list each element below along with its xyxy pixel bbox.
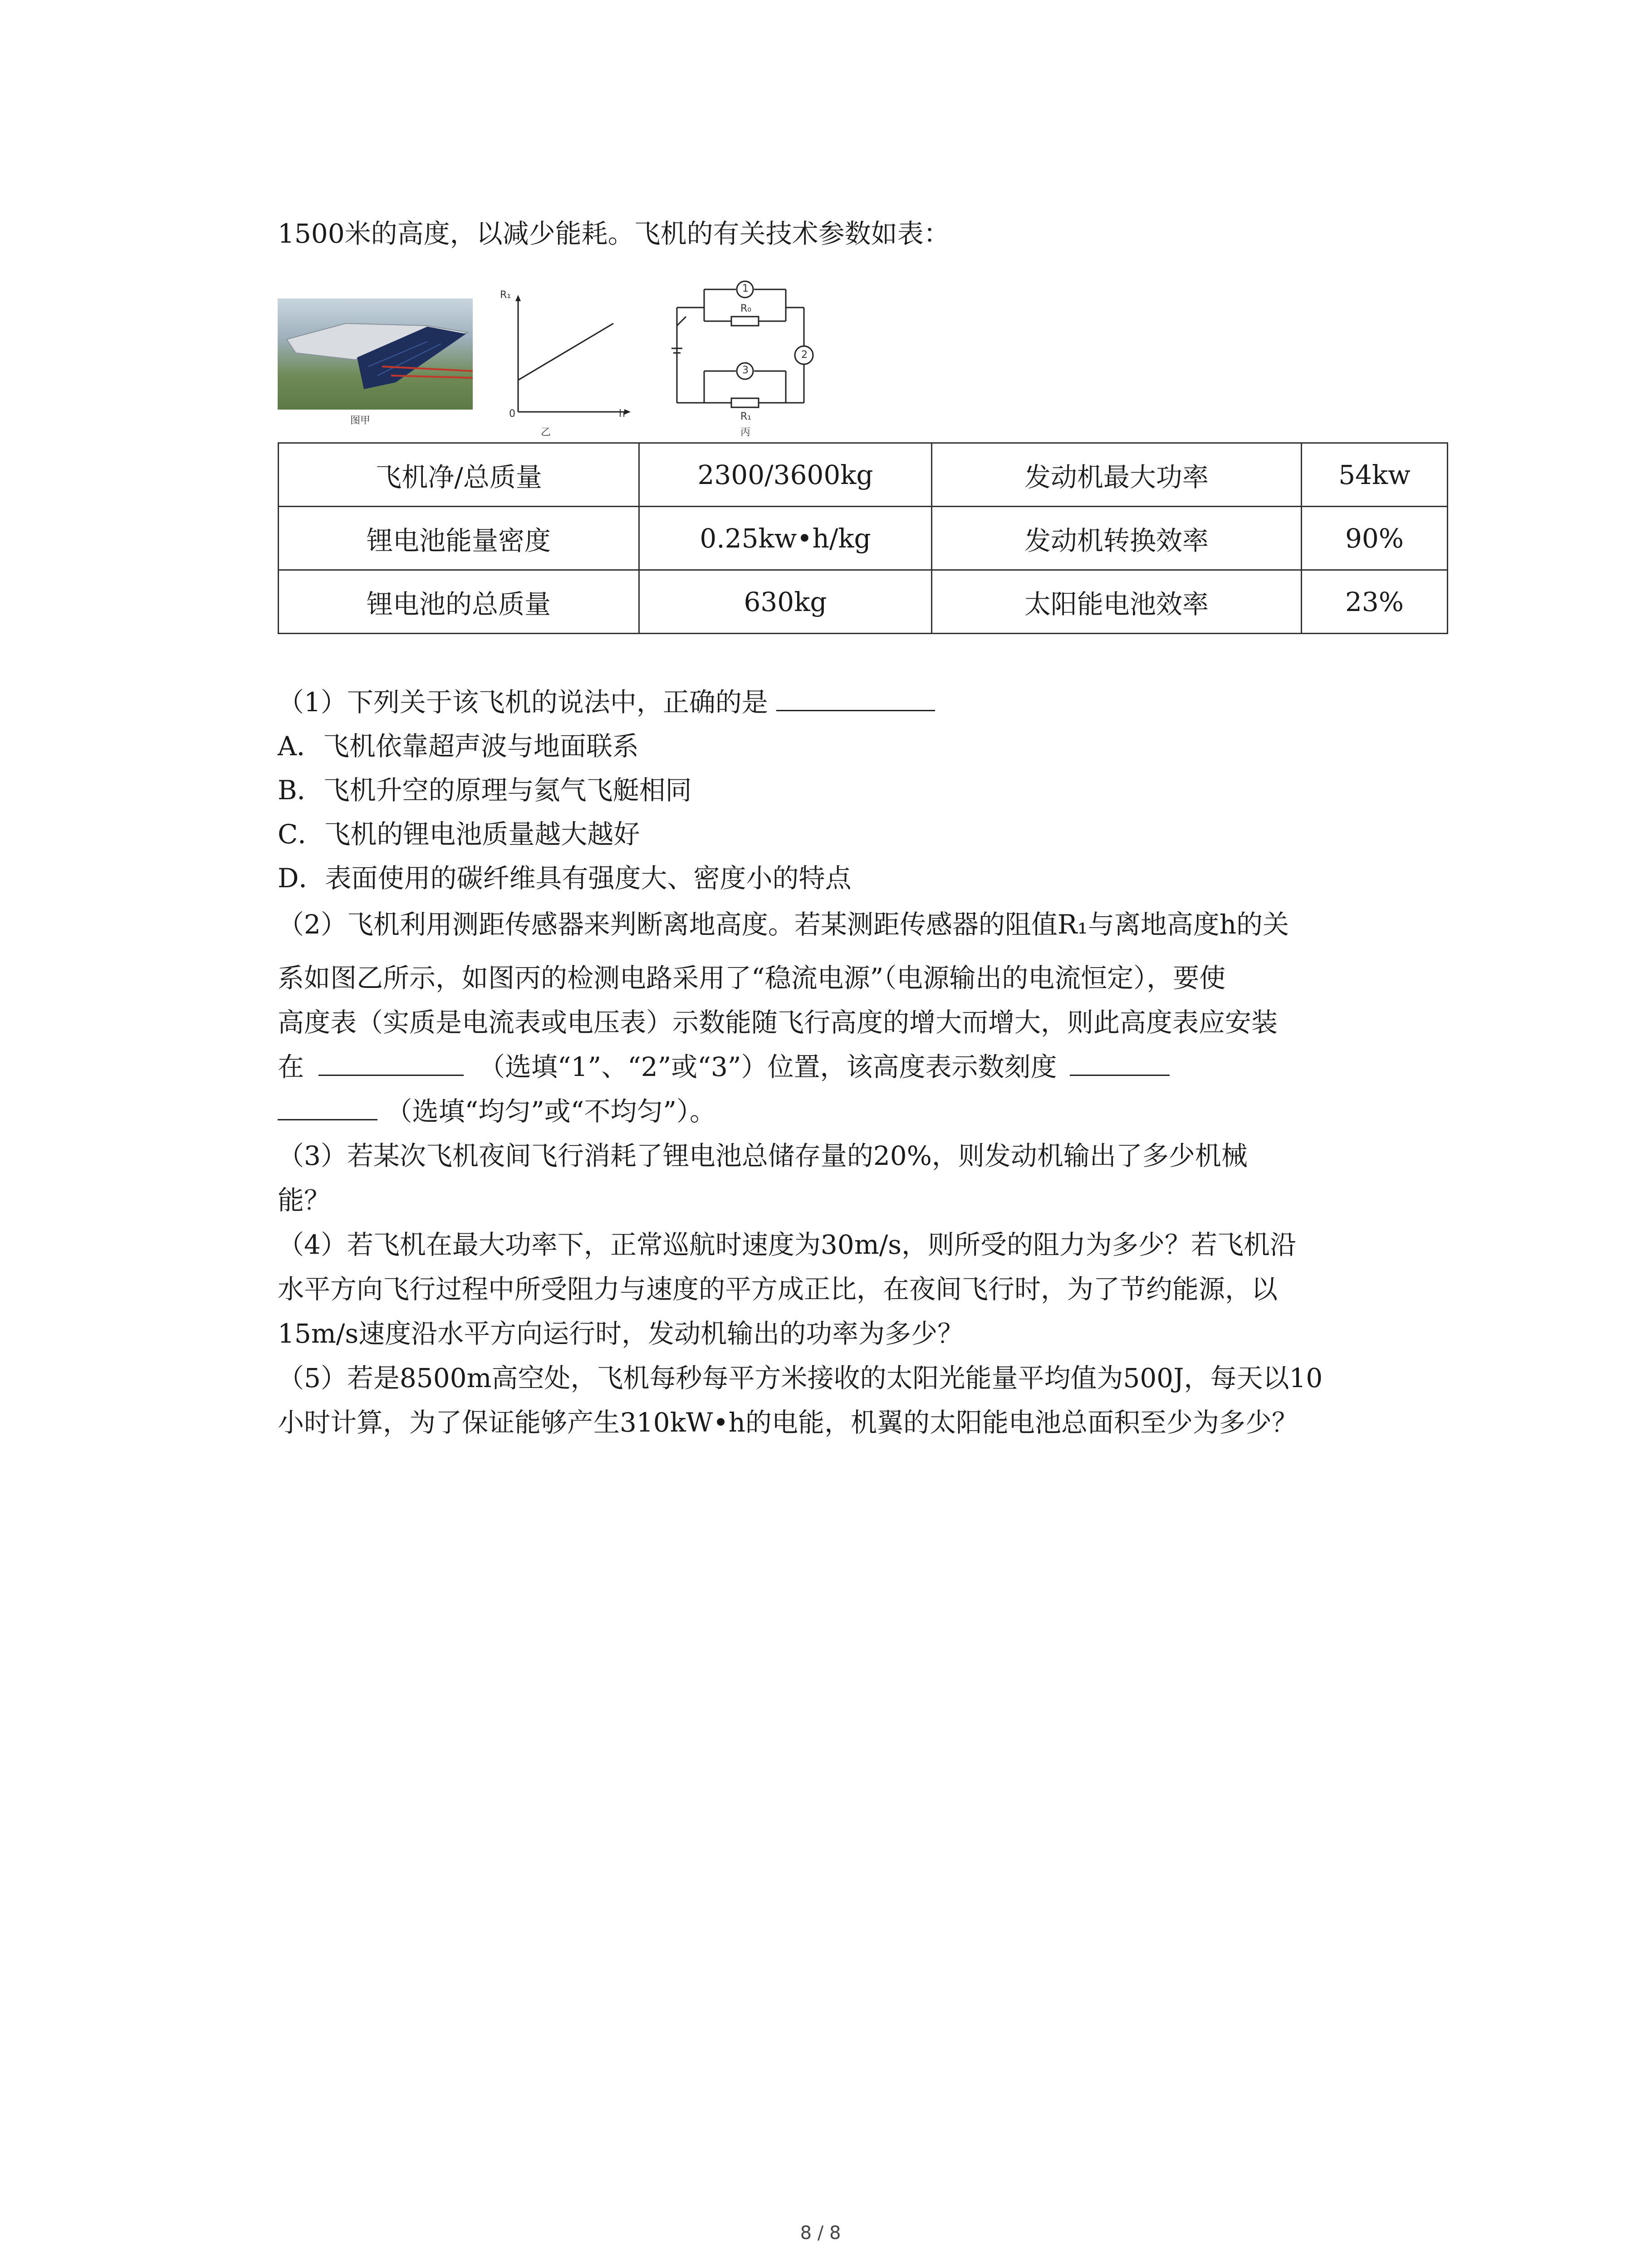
question-2-line-1: （2）飞机利用测距传感器来判断离地高度。若某测距传感器的阻值R₁与离地高度h的关 <box>278 909 1289 940</box>
graph-origin: 0 <box>509 408 515 420</box>
answer-blank-3b[interactable] <box>278 1092 377 1120</box>
option-b: B．飞机升空的原理与氦气飞艇相同 <box>278 775 692 806</box>
option-c: C．飞机的锂电池质量越大越好 <box>278 819 640 850</box>
question-2-mid: （选填“1”、“2”或“3”）位置，该高度表示数刻度 <box>478 1051 1057 1082</box>
table-cell: 630kg <box>639 570 932 634</box>
table-cell: 发动机最大功率 <box>932 443 1302 507</box>
detection-circuit <box>668 280 822 425</box>
graph-xlabel: h <box>619 408 625 420</box>
meter-1-label: 1 <box>742 283 749 294</box>
figures-row <box>278 280 822 444</box>
table-cell: 飞机净/总质量 <box>279 443 639 507</box>
page-number: 8 / 8 <box>800 2223 841 2244</box>
question-2-prefix: 在 <box>278 1051 304 1082</box>
question-4-line-3: 15m/s速度沿水平方向运行时，发动机输出的功率为多少？ <box>278 1318 964 1349</box>
question-5-line-1: （5）若是8500m高空处，飞机每秒每平方米接收的太阳光能量平均值为500J，每天以10 <box>278 1363 1323 1393</box>
table-cell: 90% <box>1302 507 1448 570</box>
question-2-line-5 <box>278 1090 716 1133</box>
meter-3-label: 3 <box>742 365 749 376</box>
table-row <box>279 570 1448 634</box>
table-cell: 锂电池的总质量 <box>279 570 639 634</box>
question-5-line-2: 小时计算，为了保证能够产生310kW•h的电能，机翼的太阳能电池总面积至少为多少？ <box>278 1407 1298 1438</box>
r1-label: R₁ <box>740 411 752 422</box>
table-cell: 锂电池能量密度 <box>279 507 639 570</box>
table-cell: 0.25kw•h/kg <box>639 507 932 570</box>
parameters-table <box>278 442 1448 634</box>
question-4-line-2: 水平方向飞行过程中所受阻力与速度的平方成正比，在夜间飞行时，为了节约能源，以 <box>278 1274 1278 1305</box>
option-a: A．飞机依靠超声波与地面联系 <box>278 731 639 762</box>
graph-ylabel: R₁ <box>500 289 511 301</box>
question-2-line-3: 高度表（实质是电流表或电压表）示数能随飞行高度的增大而增大，则此高度表应安装 <box>278 1007 1278 1038</box>
solar-plane-photo <box>278 298 473 410</box>
r1-vs-h-graph <box>505 289 632 425</box>
question-2-suffix: （选填“均匀”或“不均匀”）。 <box>386 1096 716 1127</box>
table-cell: 54kw <box>1302 443 1448 507</box>
answer-blank-1[interactable] <box>776 683 935 711</box>
question-1-text: （1）下列关于该飞机的说法中，正确的是 <box>278 687 768 718</box>
photo-caption: 图甲 <box>350 415 371 426</box>
question-3-line-2: 能？ <box>278 1185 331 1216</box>
intro-text: 1500米的高度，以减少能耗。飞机的有关技术参数如表： <box>278 218 950 249</box>
table-row <box>279 443 1448 507</box>
question-2-line-2: 系如图乙所示，如图丙的检测电路采用了“稳流电源”（电源输出的电流恒定），要使 <box>278 963 1226 993</box>
option-d: D．表面使用的碳纤维具有强度大、密度小的特点 <box>278 863 852 894</box>
graph-caption: 乙 <box>541 427 551 438</box>
circuit-caption: 丙 <box>740 427 751 438</box>
table-cell: 太阳能电池效率 <box>932 570 1302 634</box>
table-cell: 23% <box>1302 570 1448 634</box>
table-cell: 发动机转换效率 <box>932 507 1302 570</box>
answer-blank-2[interactable] <box>318 1047 464 1076</box>
table-row <box>279 507 1448 570</box>
question-3-line-1: （3）若某次飞机夜间飞行消耗了锂电池总储存量的20%，则发动机输出了多少机械 <box>278 1140 1248 1171</box>
question-1 <box>278 680 935 724</box>
table-cell: 2300/3600kg <box>639 443 932 507</box>
meter-2-label: 2 <box>801 349 808 361</box>
question-2-line-4 <box>278 1045 1170 1089</box>
r0-label: R₀ <box>740 303 752 314</box>
answer-blank-3a[interactable] <box>1070 1047 1170 1076</box>
question-4-line-1: （4）若飞机在最大功率下，正常巡航时速度为30m/s，则所受的阻力为多少？若飞机沿 <box>278 1229 1297 1260</box>
